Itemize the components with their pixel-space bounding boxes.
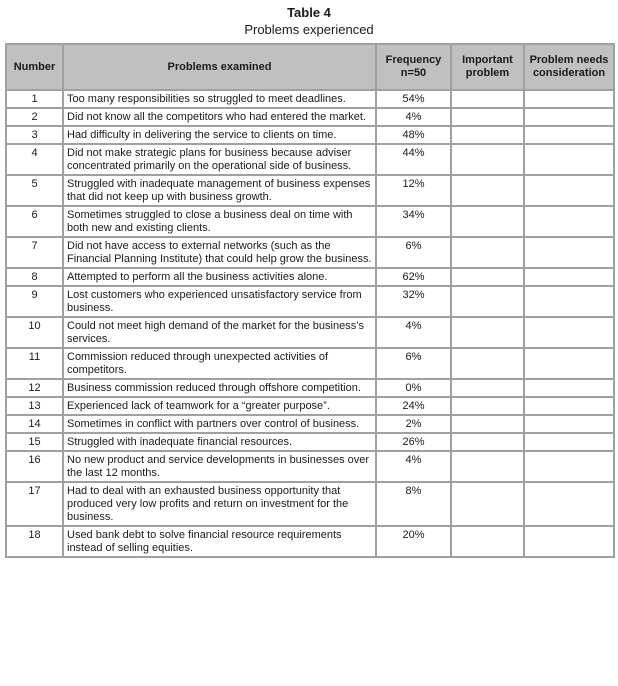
problem-text-cell: Did not have access to external networks (such as the Financial Planning Institute) that could help grow the business.: [63, 237, 376, 268]
row-number-cell: 8: [6, 268, 63, 286]
frequency-value-cell: 0%: [376, 379, 451, 397]
table-row: [6, 126, 614, 144]
needs-consideration-cell: [524, 268, 614, 286]
frequency-value-cell: 6%: [376, 237, 451, 268]
frequency-value-cell: 44%: [376, 144, 451, 175]
important-problem-cell: [451, 348, 524, 379]
table-body: [6, 90, 614, 557]
frequency-value-cell: 62%: [376, 268, 451, 286]
important-problem-cell: [451, 175, 524, 206]
problem-text-cell: Business commission reduced through offshore competition.: [63, 379, 376, 397]
needs-consideration-cell: [524, 451, 614, 482]
table-row: [6, 90, 614, 108]
table-row: [6, 206, 614, 237]
frequency-value-cell: 26%: [376, 433, 451, 451]
row-number-cell: 9: [6, 286, 63, 317]
problem-text-cell: Could not meet high demand of the market for the business’s services.: [63, 317, 376, 348]
row-number-cell: 4: [6, 144, 63, 175]
frequency-value-cell: 54%: [376, 90, 451, 108]
important-problem-cell: [451, 286, 524, 317]
row-number-cell: 15: [6, 433, 63, 451]
problem-text-cell: Sometimes in conflict with partners over control of business.: [63, 415, 376, 433]
header-important-problem: Important problem: [451, 44, 524, 90]
frequency-value-cell: 8%: [376, 482, 451, 526]
needs-consideration-cell: [524, 90, 614, 108]
table-row: [6, 451, 614, 482]
problems-table: [5, 43, 615, 558]
row-number-cell: 12: [6, 379, 63, 397]
table-caption: Problems experienced: [244, 22, 374, 37]
row-number-cell: 10: [6, 317, 63, 348]
frequency-value-cell: 4%: [376, 451, 451, 482]
important-problem-cell: [451, 268, 524, 286]
important-problem-cell: [451, 108, 524, 126]
important-problem-cell: [451, 451, 524, 482]
frequency-value-cell: 34%: [376, 206, 451, 237]
table-row: [6, 415, 614, 433]
table-row: [6, 286, 614, 317]
problem-text-cell: Commission reduced through unexpected activities of competitors.: [63, 348, 376, 379]
table-row: [6, 144, 614, 175]
table-title-block: [0, 0, 618, 38]
needs-consideration-cell: [524, 206, 614, 237]
important-problem-cell: [451, 415, 524, 433]
frequency-value-cell: 20%: [376, 526, 451, 557]
problem-text-cell: Lost customers who experienced unsatisfactory service from business.: [63, 286, 376, 317]
row-number-cell: 13: [6, 397, 63, 415]
table-row: [6, 482, 614, 526]
needs-consideration-cell: [524, 126, 614, 144]
table-row: [6, 175, 614, 206]
needs-consideration-cell: [524, 237, 614, 268]
table-header-row: [6, 44, 614, 90]
row-number-cell: 16: [6, 451, 63, 482]
frequency-value-cell: 24%: [376, 397, 451, 415]
problem-text-cell: Struggled with inadequate management of business expenses that did not keep up with business growth.: [63, 175, 376, 206]
needs-consideration-cell: [524, 379, 614, 397]
table-number-title: Table 4: [287, 5, 331, 20]
needs-consideration-cell: [524, 397, 614, 415]
problem-text-cell: Too many responsibilities so struggled to meet deadlines.: [63, 90, 376, 108]
needs-consideration-cell: [524, 482, 614, 526]
table-row: [6, 108, 614, 126]
table-row: [6, 237, 614, 268]
frequency-value-cell: 4%: [376, 108, 451, 126]
table-row: [6, 397, 614, 415]
problem-text-cell: Struggled with inadequate financial resources.: [63, 433, 376, 451]
header-frequency: Frequency n=50: [376, 44, 451, 90]
table-row: [6, 379, 614, 397]
problem-text-cell: Used bank debt to solve financial resource requirements instead of selling equities.: [63, 526, 376, 557]
important-problem-cell: [451, 397, 524, 415]
needs-consideration-cell: [524, 526, 614, 557]
row-number-cell: 18: [6, 526, 63, 557]
needs-consideration-cell: [524, 433, 614, 451]
important-problem-cell: [451, 379, 524, 397]
needs-consideration-cell: [524, 348, 614, 379]
frequency-value-cell: 2%: [376, 415, 451, 433]
row-number-cell: 11: [6, 348, 63, 379]
header-problems-examined: Problems examined: [63, 44, 376, 90]
problem-text-cell: Did not know all the competitors who had entered the market.: [63, 108, 376, 126]
problem-text-cell: Attempted to perform all the business activities alone.: [63, 268, 376, 286]
table-row: [6, 526, 614, 557]
table-row: [6, 317, 614, 348]
problem-text-cell: Did not make strategic plans for business because adviser concentrated primarily on the operational side of business.: [63, 144, 376, 175]
frequency-value-cell: 4%: [376, 317, 451, 348]
row-number-cell: 6: [6, 206, 63, 237]
important-problem-cell: [451, 237, 524, 268]
needs-consideration-cell: [524, 415, 614, 433]
important-problem-cell: [451, 206, 524, 237]
frequency-value-cell: 48%: [376, 126, 451, 144]
row-number-cell: 3: [6, 126, 63, 144]
row-number-cell: 14: [6, 415, 63, 433]
table-row: [6, 348, 614, 379]
frequency-value-cell: 6%: [376, 348, 451, 379]
problem-text-cell: Sometimes struggled to close a business deal on time with both new and existing clients.: [63, 206, 376, 237]
row-number-cell: 7: [6, 237, 63, 268]
table-row: [6, 268, 614, 286]
important-problem-cell: [451, 144, 524, 175]
problem-text-cell: Had to deal with an exhausted business opportunity that produced very low profits and return on investment for the business.: [63, 482, 376, 526]
frequency-value-cell: 32%: [376, 286, 451, 317]
needs-consideration-cell: [524, 144, 614, 175]
needs-consideration-cell: [524, 286, 614, 317]
important-problem-cell: [451, 317, 524, 348]
important-problem-cell: [451, 482, 524, 526]
header-problem-needs-consideration: Problem needs consideration: [524, 44, 614, 90]
needs-consideration-cell: [524, 317, 614, 348]
important-problem-cell: [451, 433, 524, 451]
header-number: Number: [6, 44, 63, 90]
problem-text-cell: No new product and service developments in businesses over the last 12 months.: [63, 451, 376, 482]
frequency-value-cell: 12%: [376, 175, 451, 206]
important-problem-cell: [451, 90, 524, 108]
needs-consideration-cell: [524, 175, 614, 206]
row-number-cell: 17: [6, 482, 63, 526]
important-problem-cell: [451, 126, 524, 144]
problem-text-cell: Experienced lack of teamwork for a “greater purpose”.: [63, 397, 376, 415]
row-number-cell: 5: [6, 175, 63, 206]
table-row: [6, 433, 614, 451]
important-problem-cell: [451, 526, 524, 557]
problem-text-cell: Had difficulty in delivering the service to clients on time.: [63, 126, 376, 144]
needs-consideration-cell: [524, 108, 614, 126]
row-number-cell: 1: [6, 90, 63, 108]
row-number-cell: 2: [6, 108, 63, 126]
